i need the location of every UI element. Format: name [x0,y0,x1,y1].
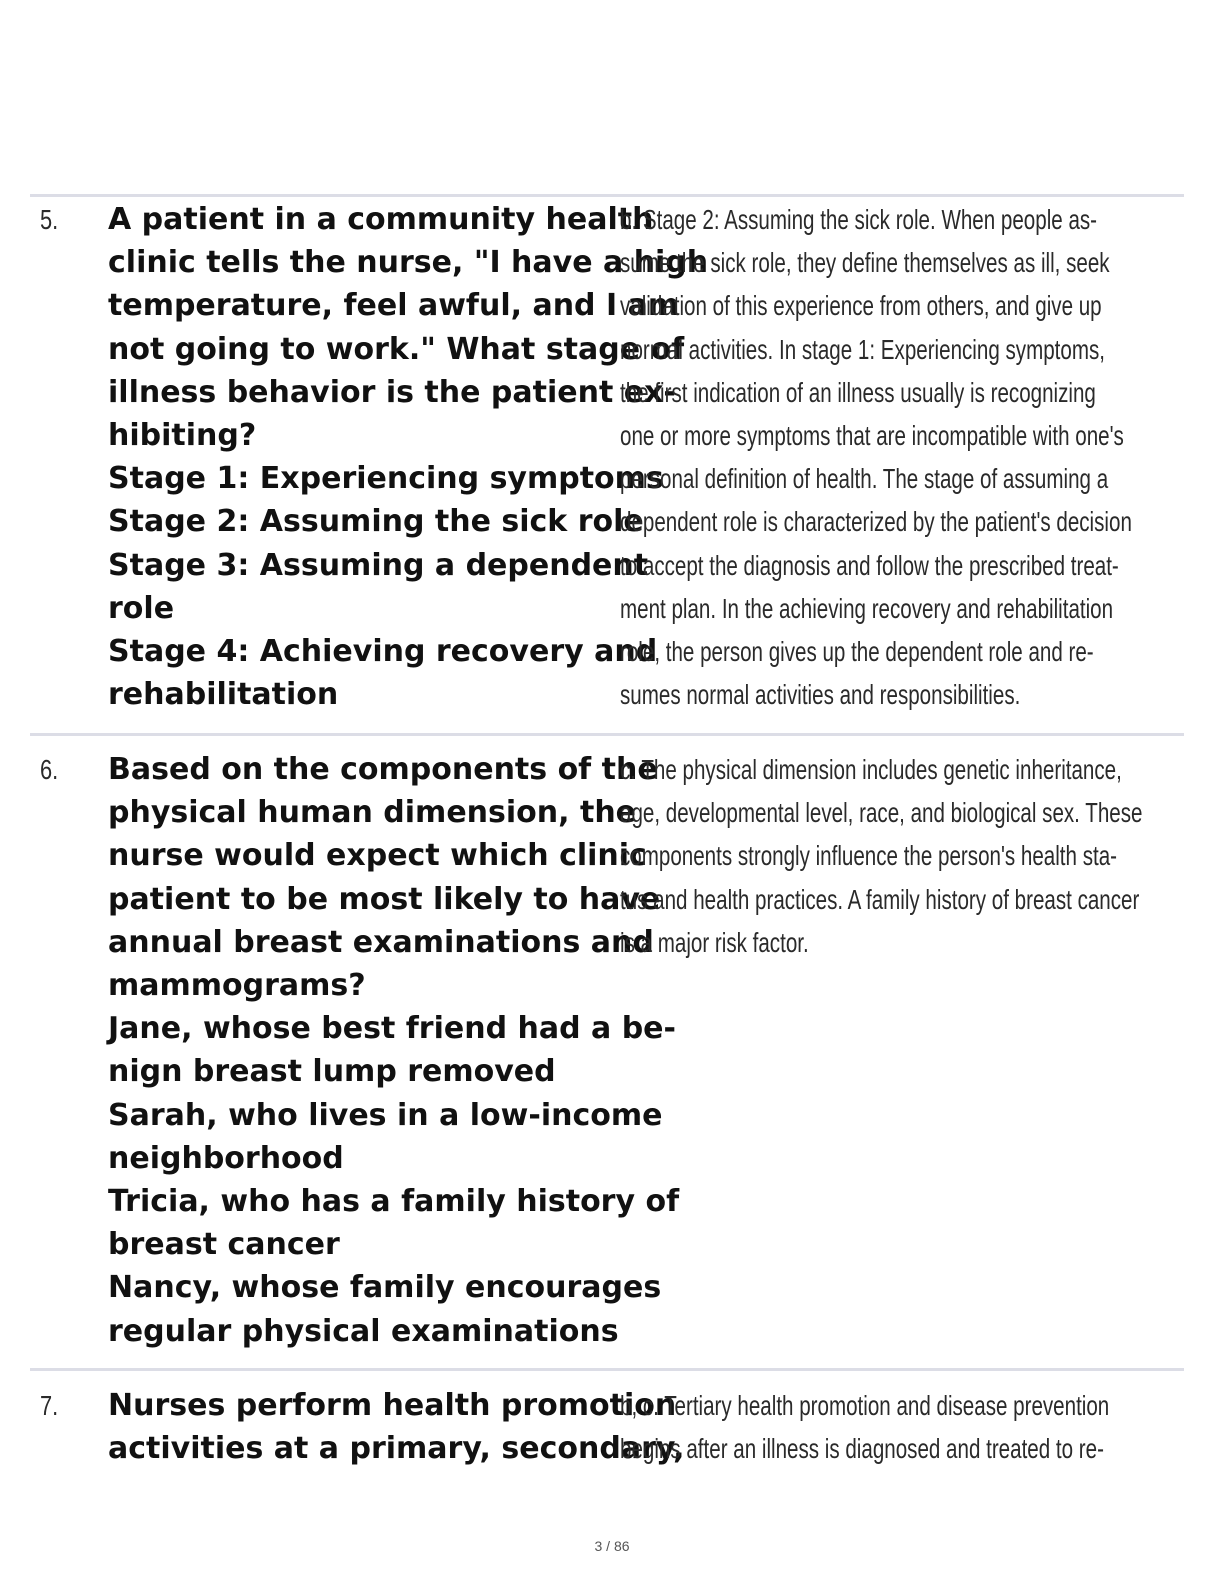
text-line: A patient in a community health [108,202,654,237]
text-line: physical human dimension, the [108,795,637,831]
text-line: personal definition of health. The stage of assuming a [620,463,1109,495]
item-number: 5. [40,204,59,235]
text-line: b. Stage 2: Assuming the sick role. When people as- [620,204,1098,235]
text-line: patient to be most likely to have [108,881,661,917]
text-line: regular physical examinations [108,1313,619,1349]
text-line: age, developmental level, race, and biological sex. These [620,797,1143,829]
text-line: role, the person gives up the dependent role and re- [620,636,1094,668]
text-line: role [108,590,175,626]
text-line: normal activities. In stage 1: Experiencing symptoms, [620,333,1105,365]
text-line: validation of this experience from others, and give up [620,290,1102,322]
question-text [108,1384,685,1470]
text-line: Stage 1: Experiencing symptoms [108,461,664,497]
text-line: Tricia, who has a family history of [108,1184,680,1220]
question-text [108,748,680,1353]
text-line: clinic tells the nurse, "I have a high [108,245,709,281]
answer-text [620,198,1180,716]
text-line: hibiting? [108,418,257,454]
row-divider [30,1368,1184,1371]
text-line: activities at a primary, secondary, [108,1431,685,1467]
text-line: tus and health practices. A family history of breast cancer [620,883,1140,915]
text-line: c. The physical dimension includes genetic inheritance, [620,754,1122,785]
text-line: Nancy, whose family encourages [108,1270,662,1306]
text-line: neighborhood [108,1140,344,1176]
text-line: the first indication of an illness usually is recognizing [620,376,1096,408]
text-line: illness behavior is the patient ex- [108,374,676,410]
text-line: begins after an illness is diagnosed and treated to re- [620,1433,1104,1465]
text-line: Sarah, who lives in a low-income [108,1097,663,1133]
text-line: Stage 2: Assuming the sick role [108,504,644,540]
text-line: Based on the components of the [108,752,658,787]
text-line: ment plan. In the achieving recovery and rehabilitation [620,592,1114,624]
text-line: annual breast examinations and [108,924,654,960]
item-number: 7. [40,1390,59,1421]
question-text [108,198,709,716]
text-line: sume the sick role, they define themselves as ill, seek [620,247,1110,279]
answer-text [620,748,1180,964]
text-line: Stage 4: Achieving recovery and [108,634,658,670]
text-line: nign breast lump removed [108,1054,556,1090]
text-line: mammograms? [108,968,366,1004]
row-divider [30,194,1184,197]
text-line: Jane, whose best friend had a be- [108,1011,676,1047]
text-line: sumes normal activities and responsibilities. [620,679,1021,711]
text-line: not going to work." What stage of [108,331,685,367]
text-line: is a major risk factor. [620,926,809,958]
text-line: to accept the diagnosis and follow the prescribed treat- [620,549,1119,581]
text-line: breast cancer [108,1227,340,1263]
text-line: Nurses perform health promotion [108,1388,677,1423]
text-line: Stage 3: Assuming a dependent [108,547,649,583]
text-line: dependent role is characterized by the patient's decision [620,506,1132,538]
text-line: components strongly influence the person's health sta- [620,840,1117,872]
answer-text [620,1384,1180,1470]
text-line: temperature, feel awful, and I am [108,288,680,324]
text-line: rehabilitation [108,677,339,713]
page-number: 3 / 86 [594,1538,630,1554]
text-line: nurse would expect which clinic [108,838,647,874]
text-line: one or more symptoms that are incompatible with one's [620,420,1124,452]
text-line: b, c. Tertiary health promotion and disease prevention [620,1390,1110,1421]
row-divider [30,733,1184,736]
item-number: 6. [40,754,59,785]
